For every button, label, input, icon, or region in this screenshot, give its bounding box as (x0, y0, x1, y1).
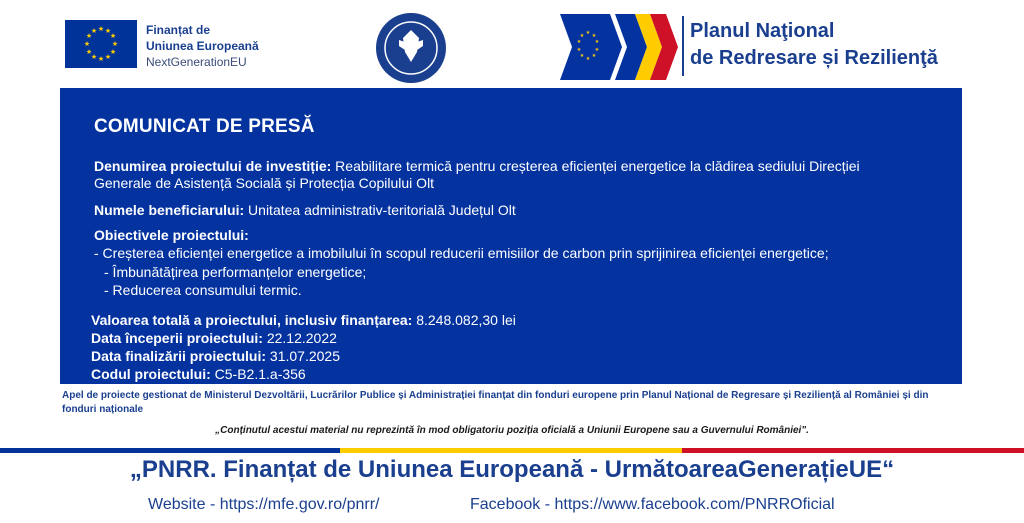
svg-text:★: ★ (109, 48, 117, 56)
svg-text:★: ★ (576, 47, 582, 53)
total-value-row (91, 312, 516, 329)
svg-text:★: ★ (104, 27, 112, 35)
start-value: 22.12.2022 (266, 330, 337, 346)
press-release-panel (60, 88, 962, 384)
beneficiary-label: Numele beneficiarului: (94, 202, 245, 218)
start-label: Data începerii proiectului: (91, 330, 263, 346)
pnrr-title (690, 18, 938, 72)
footer-slogan: „PNRR. Finanțat de Uniunea Europeană - UrmătoareaGenerațieUE“ (129, 456, 895, 483)
svg-text:★: ★ (97, 55, 105, 63)
eu-line1: Finanțat de (146, 23, 211, 37)
svg-text:★: ★ (85, 32, 93, 40)
objective-item-3: - Reducerea consumului termic. (104, 282, 302, 298)
svg-text:★: ★ (576, 39, 582, 45)
header-divider (682, 16, 684, 76)
beneficiary-value: Unitatea administrativ-teritorială Județul Olt (248, 202, 516, 218)
tricolor-blue (0, 448, 340, 453)
beneficiary-row (94, 202, 516, 219)
svg-text:★: ★ (591, 53, 597, 59)
svg-text:★: ★ (85, 48, 93, 56)
svg-text:★: ★ (585, 30, 591, 36)
managed-note: Apel de proiecte gestionat de Ministerul Dezvoltării, Lucrărilor Publice și Administrației finanțat din fonduri europene prin Planul Național de Regresare și Reziliență al României și din fonduri naționale (62, 390, 929, 415)
panel-title: COMUNICAT DE PRESĂ (94, 116, 315, 137)
facebook-link[interactable]: Facebook - https://www.facebook.com/PNRROficial (470, 496, 835, 513)
total-value: 8.248.082,30 lei (416, 312, 516, 328)
svg-text:★: ★ (579, 53, 585, 59)
government-seal-icon (375, 12, 447, 84)
start-date-row (91, 330, 337, 347)
project-name-value2: Generale de Asistență Socială și Protecția Copilului Olt (94, 175, 435, 191)
tricolor-yellow (340, 448, 682, 453)
objective-item-2: - Îmbunătățirea performanțelor energetice; (104, 264, 367, 280)
end-value: 31.07.2025 (269, 348, 340, 364)
svg-text:★: ★ (83, 40, 91, 48)
svg-text:★: ★ (90, 53, 98, 61)
svg-text:★: ★ (109, 32, 117, 40)
project-name-value: Reabilitare termică pentru creșterea eficienței energetice la clădirea sediului Direcției (335, 158, 860, 174)
objective-item-1: - Creșterea eficienței energetice a imobilului în scopul reducerii emisiilor de carbon prin sprijinirea eficienței energetice; (94, 245, 829, 261)
svg-text:★: ★ (104, 53, 112, 61)
svg-text:★: ★ (97, 25, 105, 33)
code-label: Codul proiectului: (91, 366, 211, 382)
svg-text:★: ★ (594, 39, 600, 45)
project-code-row (91, 366, 306, 383)
objectives-label: Obiectivele proiectului: (94, 227, 249, 243)
website-link[interactable]: Website - https://mfe.gov.ro/pnrr/ (148, 496, 380, 513)
disclaimer-note: „Conținutul acestui material nu reprezintă în mod obligatoriu poziția oficială a Uniunii Europene sau a Guvernului României". (215, 425, 809, 436)
svg-text:★: ★ (585, 56, 591, 62)
pnrr-line2: de Redresare și Rezilienţă (690, 47, 938, 69)
code-value: C5-B2.1.a-356 (214, 366, 306, 382)
svg-text:★: ★ (591, 33, 597, 39)
svg-text:★: ★ (90, 27, 98, 35)
end-date-row (91, 348, 340, 365)
tricolor-red (682, 448, 1024, 453)
total-label: Valoarea totală a proiectului, inclusiv finanțarea: (91, 312, 413, 328)
project-name-row (94, 158, 954, 192)
eu-line3: NextGenerationEU (146, 55, 247, 69)
svg-text:★: ★ (594, 47, 600, 53)
eu-line2: Uniunea Europeană (146, 39, 259, 53)
project-name-label: Denumirea proiectului de investiție: (94, 158, 332, 174)
end-label: Data finalizării proiectului: (91, 348, 267, 364)
eu-funding-text (146, 22, 259, 70)
svg-text:★: ★ (111, 40, 119, 48)
svg-text:★: ★ (579, 33, 585, 39)
eu-flag-icon (65, 20, 137, 68)
pnrr-logo-icon (560, 12, 680, 82)
pnrr-line1: Planul Naţional (690, 20, 835, 42)
